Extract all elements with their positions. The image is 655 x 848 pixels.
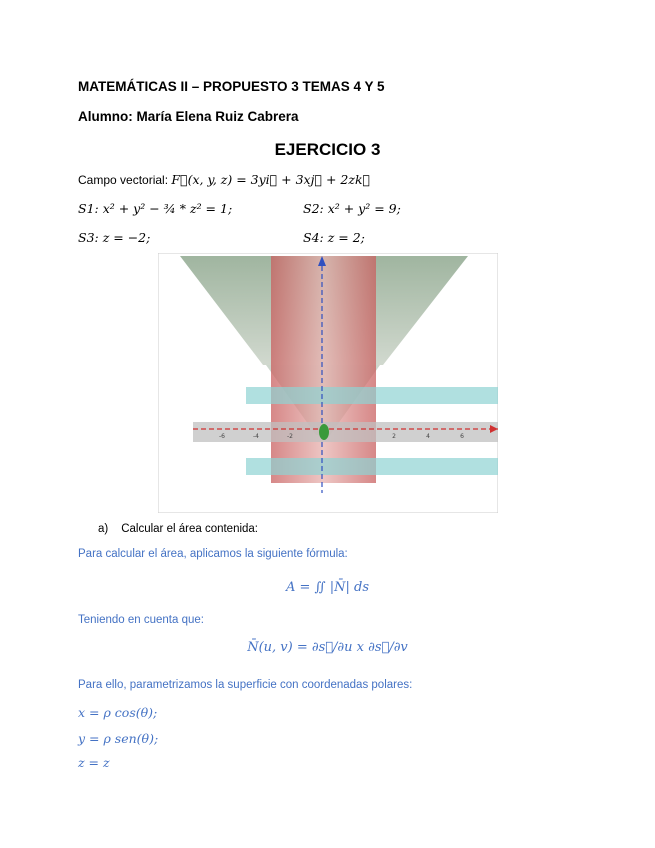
question-a-text: Calcular el área contenida: <box>121 523 259 535</box>
plane-z2 <box>246 387 498 404</box>
exercise-title: EJERCICIO 3 <box>274 140 381 159</box>
question-a-label: a) <box>98 523 109 535</box>
cylinder-surface <box>271 256 376 483</box>
vector-field-line <box>78 172 370 187</box>
origin-marker <box>319 424 329 440</box>
tick-label: 6 <box>460 433 464 440</box>
ground-plane <box>193 422 498 442</box>
equation-z: z = z <box>78 755 110 770</box>
tick-label: -6 <box>219 433 225 440</box>
tick-label: -2 <box>287 433 293 440</box>
equation-y: y = ρ sen(θ); <box>78 731 159 746</box>
surface-s3: S3: z = −2; <box>78 230 151 245</box>
question-a <box>98 523 258 535</box>
tick-label: -4 <box>253 433 259 440</box>
equation-x: x = ρ cos(θ); <box>78 705 158 720</box>
surface-s4: S4: z = 2; <box>303 230 365 245</box>
document-heading: MATEMÁTICAS II – PROPUESTO 3 TEMAS 4 Y 5 <box>78 79 385 94</box>
paragraph-considering: Teniendo en cuenta que: <box>78 614 204 626</box>
normal-vector-formula: N̄(u, v) = ∂s⃗/∂u x ∂s⃗/∂v <box>247 640 408 655</box>
3d-surface-plot <box>158 253 498 513</box>
paragraph-parametrization: Para ello, parametrizamos la superficie con coordenadas polares: <box>78 679 413 691</box>
plane-zminus2 <box>246 458 498 475</box>
area-formula: A = ∬ |N̄| ds <box>285 580 369 595</box>
surface-s1: S1: x² + y² − ¾ * z² = 1; <box>78 201 233 216</box>
tick-label: 4 <box>426 433 430 440</box>
field-label: Campo vectorial: <box>78 173 169 187</box>
field-formula: F⃗(x, y, z) = 3yi⃗ + 3xj⃗ + 2zk⃗ <box>171 172 371 187</box>
tick-label: 2 <box>392 433 396 440</box>
paragraph-formula-intro: Para calcular el área, aplicamos la siguiente fórmula: <box>78 548 348 560</box>
student-name: Alumno: María Elena Ruiz Cabrera <box>78 109 299 124</box>
surface-s2: S2: x² + y² = 9; <box>303 201 401 216</box>
